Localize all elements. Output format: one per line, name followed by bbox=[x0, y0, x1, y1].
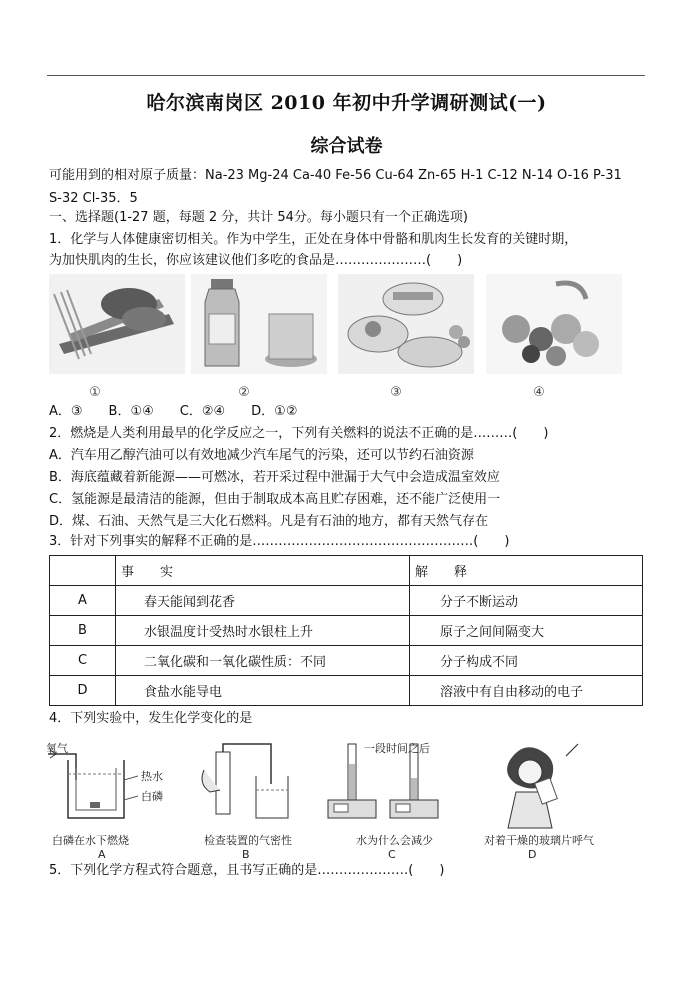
atomic-mass-line-2: S-32 Cl-35．5 bbox=[49, 191, 138, 206]
q2-stem: 2．燃烧是人类利用最早的化学反应之一，下列有关燃料的说法不正确的是………( ) bbox=[49, 426, 549, 441]
row-label: C bbox=[50, 646, 116, 676]
row-fact: 春天能闻到花香 bbox=[116, 586, 410, 616]
row-explanation: 分子不断运动 bbox=[410, 586, 643, 616]
row-fact: 二氧化碳和一氧化碳性质：不同 bbox=[116, 646, 410, 676]
q4-stem: 4．下列实验中，发生化学变化的是 bbox=[49, 711, 253, 726]
experiment-b bbox=[196, 740, 316, 862]
experiment-d-letter: D bbox=[528, 848, 537, 861]
row-label: D bbox=[50, 676, 116, 706]
table-row bbox=[50, 646, 643, 676]
table-row bbox=[50, 676, 643, 706]
label-oxygen: 氧气 bbox=[46, 742, 68, 755]
experiment-c-caption: 水为什么会减少 bbox=[356, 834, 433, 847]
experiment-b-caption: 检查装置的气密性 bbox=[204, 834, 292, 847]
row-fact: 食盐水能导电 bbox=[116, 676, 410, 706]
q1-stem-line-2: 为加快肌肉的生长，你应该建议他们多吃的食品是…………………( ) bbox=[49, 253, 463, 268]
caption-4: ④ bbox=[533, 385, 545, 400]
table-row bbox=[50, 616, 643, 646]
q1-stem-line-1: 1．化学与人体健康密切相关。作为中学生，正处在身体中骨骼和肌肉生长发育的关键时期， bbox=[49, 232, 578, 247]
experiment-d bbox=[480, 740, 610, 862]
atomic-mass-line-1: 可能用到的相对原子质量：Na-23 Mg-24 Ca-40 Fe-56 Cu-64 Zn-65 H-1 C-12 N-14 O-16 P-31 bbox=[49, 168, 622, 183]
photo-meat-vegetables bbox=[49, 274, 185, 374]
page-title: 哈尔滨南岗区 2010 年初中升学调研测试(一) bbox=[146, 92, 547, 114]
experiment-a-caption: 白磷在水下燃烧 bbox=[52, 834, 129, 847]
row-label: A bbox=[50, 586, 116, 616]
q2-option-b: B．海底蕴藏着新能源——可燃冰，若开采过程中泄漏于大气中会造成温室效应 bbox=[49, 470, 500, 485]
photo-eggs-bread-plates bbox=[338, 274, 474, 374]
row-explanation: 分子构成不同 bbox=[410, 646, 643, 676]
caption-3: ③ bbox=[390, 385, 402, 400]
caption-1: ① bbox=[89, 385, 101, 400]
label-white-phosphorus: 白磷 bbox=[141, 790, 163, 803]
table-header-row bbox=[50, 556, 643, 586]
q2-option-a: A．汽车用乙醇汽油可以有效地减少汽车尾气的污染，还可以节约石油资源 bbox=[49, 448, 474, 463]
caption-2: ② bbox=[238, 385, 250, 400]
q2-option-c: C．氢能源是最清洁的能源，但由于制取成本高且贮存困难，还不能广泛使用一 bbox=[49, 492, 501, 507]
table-row bbox=[50, 586, 643, 616]
experiment-a bbox=[46, 740, 196, 862]
row-fact: 水银温度计受热时水银柱上升 bbox=[116, 616, 410, 646]
page-subtitle: 综合试卷 bbox=[310, 136, 383, 157]
q2-option-d: D．煤、石油、天然气是三大化石燃料。凡是有石油的地方，都有天然气存在 bbox=[49, 514, 489, 529]
q5-stem: 5．下列化学方程式符合题意，且书写正确的是…………………( ) bbox=[49, 863, 445, 878]
row-explanation: 溶液中有自由移动的电子 bbox=[410, 676, 643, 706]
photo-fruits bbox=[486, 274, 622, 374]
q3-table bbox=[49, 555, 643, 706]
experiment-d-caption: 对着干燥的玻璃片呼气 bbox=[484, 834, 594, 847]
table-header-fact: 事 实 bbox=[116, 556, 410, 586]
header-rule bbox=[47, 75, 645, 76]
table-header-explanation: 解 释 bbox=[410, 556, 643, 586]
q3-stem: 3．针对下列事实的解释不正确的是……………………………………………( ) bbox=[49, 534, 510, 549]
photo-bottle-drink bbox=[191, 274, 327, 374]
row-explanation: 原子之间间隔变大 bbox=[410, 616, 643, 646]
experiment-b-letter: B bbox=[242, 848, 250, 861]
table-header-label bbox=[50, 556, 116, 586]
experiment-c-letter: C bbox=[388, 848, 396, 861]
experiment-c bbox=[318, 740, 468, 862]
label-after-time: 一段时间之后 bbox=[364, 742, 430, 755]
section-heading: 一、选择题(1-27 题，每题 2 分，共计 54分。每小题只有一个正确选项) bbox=[49, 210, 468, 225]
label-hot-water: 热水 bbox=[141, 770, 163, 783]
q1-options: A．③ B．①④ C．②④ D．①② bbox=[49, 404, 298, 419]
experiment-a-letter: A bbox=[98, 848, 106, 861]
row-label: B bbox=[50, 616, 116, 646]
